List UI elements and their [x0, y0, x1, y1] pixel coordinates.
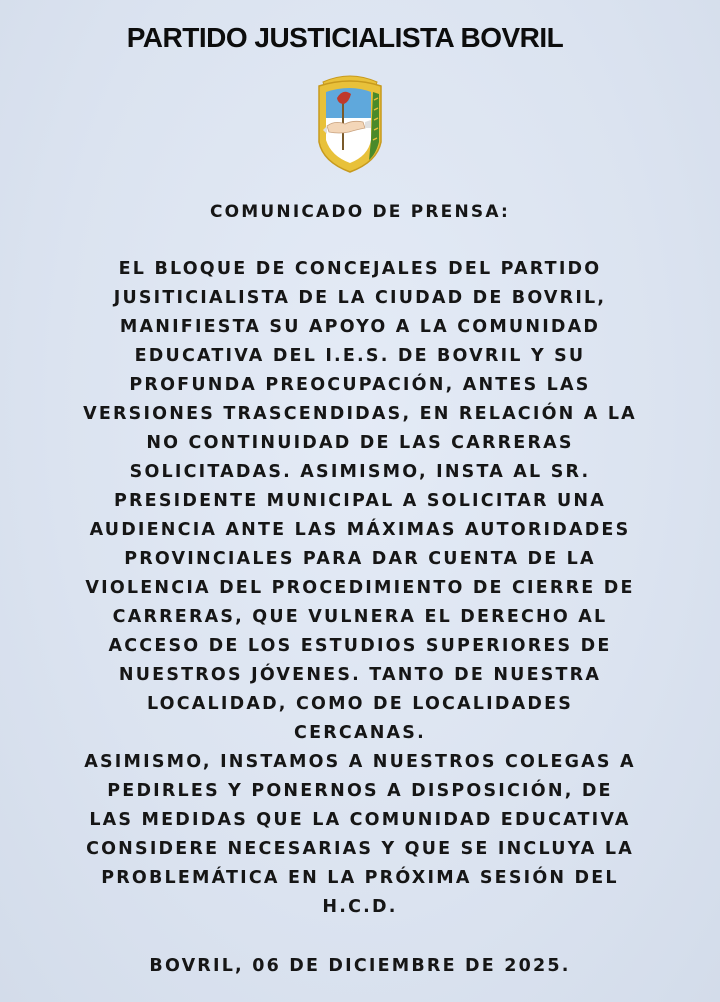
statement-line: EL BLOQUE DE CONCEJALES DEL PARTIDO — [118, 259, 602, 279]
statement-line: PRESIDENTE MUNICIPAL A SOLICITAR UNA — [113, 491, 607, 511]
statement-body — [40, 255, 680, 922]
statement-heading: COMUNICADO DE PRENSA: — [209, 202, 511, 222]
statement-line: NUESTROS JÓVENES. TANTO DE NUESTRA — [118, 665, 602, 685]
peronist-party-shield-icon — [313, 70, 387, 174]
statement-line: SOLICITADAS. ASIMISMO, INSTA AL SR. — [129, 462, 591, 482]
statement-line: LOCALIDAD, COMO DE LOCALIDADES — [146, 694, 574, 714]
statement-line: JUSITICIALISTA DE LA CIUDAD DE BOVRIL, — [113, 288, 607, 308]
statement-line: PROVINCIALES PARA DAR CUENTA DE LA — [124, 549, 596, 569]
statement-line: MANIFIESTA SU APOYO A LA COMUNIDAD — [119, 317, 601, 337]
statement-line: VERSIONES TRASCENDIDAS, EN RELACIÓN A LA — [83, 404, 637, 424]
statement-line: PROBLEMÁTICA EN LA PRÓXIMA SESIÓN DEL — [101, 868, 619, 888]
statement-line: ASIMISMO, INSTAMOS A NUESTROS COLEGAS A — [84, 752, 636, 772]
page-title: PARTIDO JUSTICIALISTA BOVRIL — [126, 22, 564, 53]
statement-line: EDUCATIVA DEL I.E.S. DE BOVRIL Y SU — [134, 346, 586, 366]
statement-line: PEDIRLES Y PONERNOS A DISPOSICIÓN, DE — [107, 781, 613, 801]
statement-line: CARRERAS, QUE VULNERA EL DERECHO AL — [112, 607, 608, 627]
statement-line: LAS MEDIDAS QUE LA COMUNIDAD EDUCATIVA — [89, 810, 631, 830]
statement-line: NO CONTINUIDAD DE LAS CARRERAS — [146, 433, 574, 453]
statement-line: VIOLENCIA DEL PROCEDIMIENTO DE CIERRE DE — [85, 578, 635, 598]
statement-line: H.C.D. — [322, 897, 398, 917]
statement-line: ACCESO DE LOS ESTUDIOS SUPERIORES DE — [108, 636, 612, 656]
statement-line: PROFUNDA PREOCUPACIÓN, ANTES LAS — [129, 375, 591, 395]
statement-date: BOVRIL, 06 DE DICIEMBRE DE 2025. — [149, 956, 571, 976]
statement-line: CERCANAS. — [294, 723, 426, 743]
statement-line: AUDIENCIA ANTE LAS MÁXIMAS AUTORIDADES — [89, 520, 631, 540]
statement-line: CONSIDERE NECESARIAS Y QUE SE INCLUYA LA — [86, 839, 634, 859]
